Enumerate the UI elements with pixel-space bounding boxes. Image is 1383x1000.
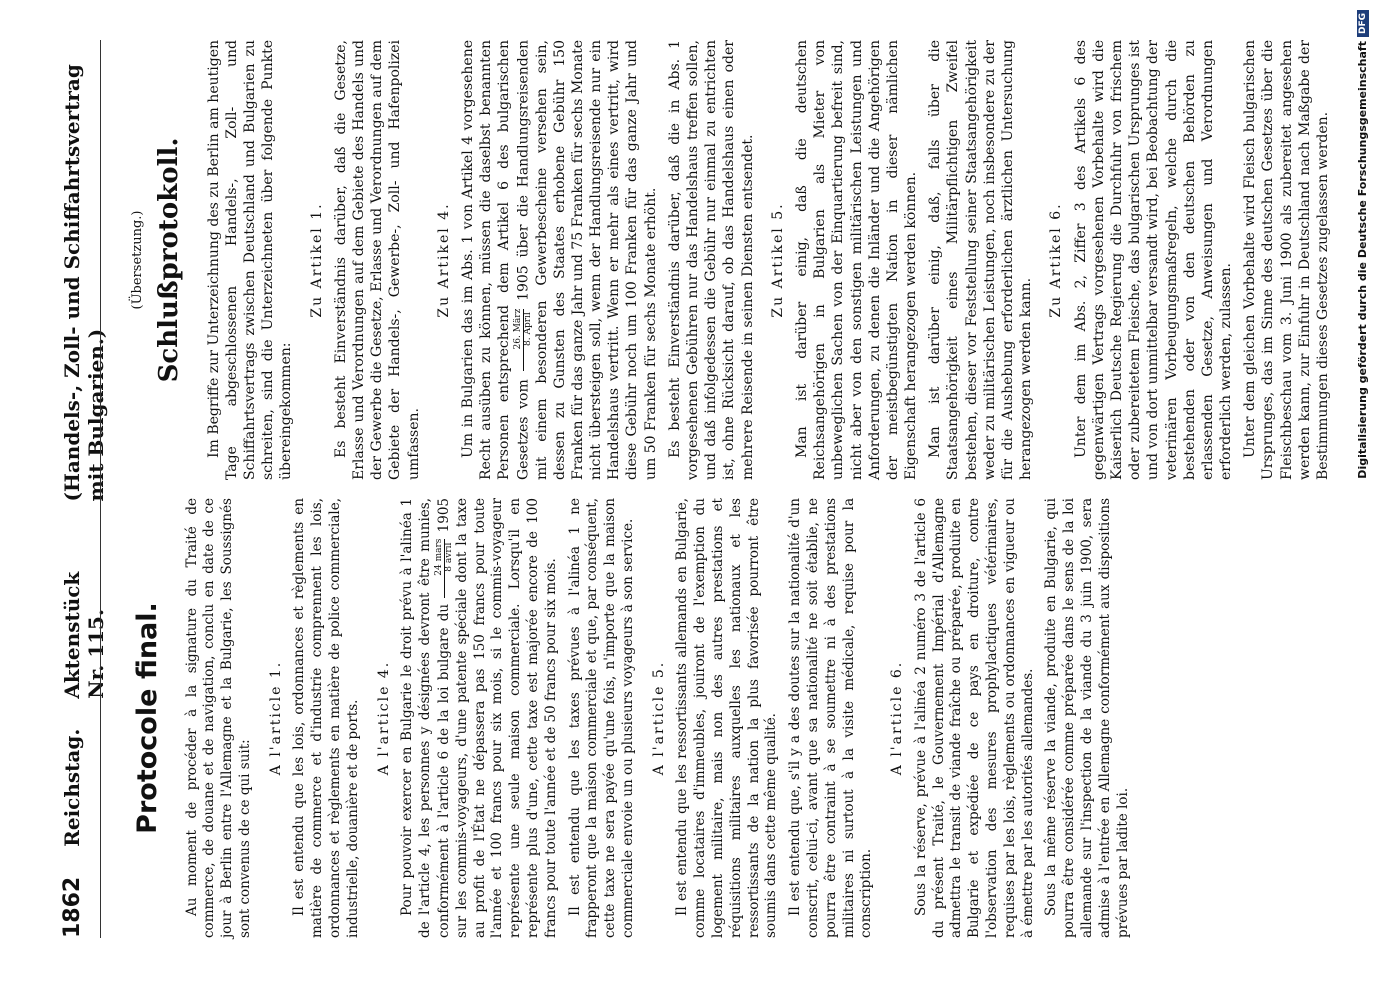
french-art6-p1: Sous la réserve, prévue à l'alinéa 2 numéro 3 de l'article 6 du présent Traité, le Gouvernement Impérial d'Allemagne admettra le transit de viande fraîche ou préparée, produite en Bulgarie et expédiée de ce pays en droiture, contre l'observation des mesures prophylactiques vétérinaires, requises par les lois, règlements ou ordonnances en vigueur ou à émettre par les autorités allemandes. <box>912 498 1036 938</box>
german-art5-heading: Zu Artikel 5. <box>769 202 786 318</box>
page-header <box>60 40 108 938</box>
french-art5-p2: Il est entendu que, s'il y a des doutes sur la nationalité d'un conscrit, celui-ci, avant que sa nationalité ne soit établie, ne pourra être contraint à se soumettre ni à des prestations militaires ni surtout à la visite médicale, requise pour la conscription. <box>787 498 875 938</box>
german-art4-p1 <box>459 40 660 480</box>
document-title: Aktenstück Nr. 115. <box>60 571 108 699</box>
french-art6-p2: Sous la même réserve la viande, produite en Bulgarie, qui pourra être considérée comme préparée dans le sens de la loi allemande sur l'inspection de la viande du 3 juin 1900, sera admise à l'entrée en Allemagne conformément aux dispositions prévues par ladite loi. <box>1043 498 1131 938</box>
french-art4-p2: Il est entendu que les taxes prévues à l'alinéa 1 ne frapperont que la maison commerciale et que, par conséquent, cette taxe ne sera payée qu'une fois, n'importe que la maison commerciale envoie un ou plusieurs voyageurs à son service. <box>566 498 636 938</box>
german-column <box>130 39 1331 480</box>
german-frac-num: 26. März <box>514 309 524 372</box>
french-column <box>130 498 1310 938</box>
french-frac-num: 24 mars <box>435 539 445 598</box>
german-art4-p2: Es besteht Einverständnis darüber, daß die in Abs. 1 vorgesehenen Gebühren nur das Handelshaus treffen sollen, und daß infolgedessen die Gebühr nur einmal zu entrichten ist, ohne Rücksicht darauf, ob das Handelshaus einen oder mehrere Reisende in seinen Diensten entsendet. <box>666 40 756 480</box>
german-title: Schlußprotokoll. <box>153 137 184 383</box>
french-art4-p1-a: Pour pouvoir exercer en Bulgarie le droit prévu à l'alinéa 1 de l'article 4, les personnes y désignées devront être munies, conformément à l'article 6 de la loi bulgare du <box>399 498 452 938</box>
digitization-credit: Digitalisierung gefördert durch die Deutsche Forschungsgemeinschaft <box>1356 41 1369 479</box>
french-art1-text: Il est entendu que les lois, ordonnances et règlements en matière de commerce et d'industrie comprennent les lois, ordonnances et règlements en matière de police commerciale, industrielle, douanière et de ports. <box>291 498 361 938</box>
french-title: Protocole final. <box>132 602 163 834</box>
side-credit-rotated <box>1352 0 1380 1000</box>
dfg-logo: DFG <box>1357 10 1369 37</box>
german-art4-p1-b: 1905 über die Handlungsreisenden mit einem besonderen Gewerbescheine versehen sein, dessen zu Gunsten des Staates erhobene Gebühr 150 Franken für das ganze Jahr und 75 Franken für sechs Monate nicht übersteigen soll, wenn der Handlungsreisende nur ein Handelshaus vertritt. Wenn er mehr als eines vertritt, wird diese Gebühr noch um 100 Franken für das ganze Jahr und um 50 Franken für sechs Monate erhöht. <box>515 39 659 480</box>
translation-note: (Übersetzung.) <box>130 210 145 310</box>
page-number: 1862 <box>60 876 85 938</box>
two-columns <box>130 39 1331 938</box>
french-art4-p1 <box>399 498 561 938</box>
german-art5-p1: Man ist darüber einig, daß die deutschen Reichsangehörigen in Bulgarien als Mieter von unbeweglichen Sachen von der Einquartierung befreit sind, nicht aber von den sonstigen militärischen Leistungen und Anforderungen, zu denen die Inländer und die Angehörigen der meistbegünstigten Nation in dieser nämlichen Eigenschaft herangezogen werden können. <box>793 40 920 480</box>
french-art4-heading: A l'article 4. <box>375 660 392 776</box>
french-art1-heading: A l'article 1. <box>267 660 284 776</box>
german-intro: Im Begriffe zur Unterzeichnung des zu Berlin am heutigen Tage abgeschlossenen Handels-, Zoll- und Schiffahrtsvertrags zwischen Deutschland und Bulgarien zu schreiten, sind die Unterzeichneten über folgende Punkte übereingekommen: <box>205 40 295 480</box>
side-credit-line <box>1356 10 1369 479</box>
header-rule <box>100 40 101 938</box>
german-art1-text: Es besteht Einverständnis darüber, daß die Gesetze, Erlasse und Verordnungen auf dem Gebiete des Handels und der Gewerbe die Gesetze, Erlasse und Verordnungen auf dem Gebiete der Handels-, Gewerbe-, Zoll- und Hafenpolizei umfassen. <box>332 40 422 480</box>
header-reichstag: Reichstag. <box>60 728 84 847</box>
document-subtitle: (Handels-, Zoll- und Schiffahrtsvertrag mit Bulgarien.) <box>60 64 108 502</box>
french-art6-heading: A l'article 6. <box>889 660 906 776</box>
german-frac-den: 8. April <box>522 312 533 346</box>
french-intro: Au moment de procéder à la signature du Traité de commerce, de douane et de navigation, conclu en date de ce jour à Berlin entre l'Allemagne et la Bulgarie, les Soussignés sont convenus de ce qui suit: <box>183 498 254 938</box>
french-frac-den: 8 avril <box>443 542 454 572</box>
german-art6-p1: Unter dem im Abs. 2, Ziffer 3 des Artikels 6 des gegenwärtigen Vertrags vorgesehenen Vorbehalte wird die Kaiserlich Deutsche Regierung die Durchfuhr von frischem oder zubereitetem Fleische, das bulgarischen Ursprunges ist und von dort unmittelbar versandt wird, bei Beobachtung der veterinären Vorbeugungsmaßregeln, welche durch die bestehenden oder von den deutschen Behörden zu erlassenden Gesetze, Anweisungen und Verordnungen erforderlich werden, zulassen. <box>1072 40 1235 480</box>
german-art4-heading: Zu Artikel 4. <box>435 202 452 318</box>
german-art4-p1-a: Um in Bulgarien das im Abs. 1 von Artikel 4 vorgesehene Recht ausüben zu können, müssen die daselbst benannten Personen entsprechend dem Artikel 6 des bulgarischen Gesetzes vom <box>459 40 531 480</box>
french-art5-p1: Il est entendu que les ressortissants allemands en Bulgarie, comme locataires d'immeubles, jouiront de l'exemption du logement militaire, mais non des autres prestations et réquisitions militaires auxquelles les nationaux et les ressortissants de la nation la plus favorisée pourront être soumis dans cette même qualité. <box>674 498 780 938</box>
german-art5-p2: Man ist darüber einig, daß, falls über die Staatsangehörigkeit eines Militärpflichtigen Zweifel bestehen, dieser vor Feststellung seiner Staatsangehörigkeit weder zu militärischen Leistungen, noch insbesondere zu der für die Aushebung erforderlichen ärztlichen Untersuchung herangezogen werden kann. <box>927 40 1035 480</box>
german-art1-heading: Zu Artikel 1. <box>308 202 325 318</box>
side-credit <box>1352 0 1380 1000</box>
french-art5-heading: A l'article 5. <box>650 660 667 776</box>
german-art6-p2: Unter dem gleichen Vorbehalte wird Fleisch bulgarischen Ursprunges, das im Sinne des deutschen Gesetzes über die Fleischbeschau vom 3. Juni 1900 als zubereitet angesehen werden kann, zur Einfuhr in Deutschland nach Maßgabe der Bestimmungen dieses Gesetzes zugelassen werden. <box>1242 40 1331 480</box>
french-date-fraction <box>435 539 454 598</box>
german-date-fraction <box>514 309 533 372</box>
french-art4-p1-b: 1905 sur les commis-voyageurs, d'une patente spéciale dont la taxe au profit de l'État ne dépassera pas 150 francs pour toute l'année et 100 francs pour six mois, si le commis-voyageur représente une seule maison commerciale. Lorsqu'il en représente plus d'une, cette taxe est majorée encore de 100 francs pour toute l'année et de 50 francs pour six mois. <box>435 498 559 938</box>
german-art6-heading: Zu Artikel 6. <box>1048 202 1065 318</box>
